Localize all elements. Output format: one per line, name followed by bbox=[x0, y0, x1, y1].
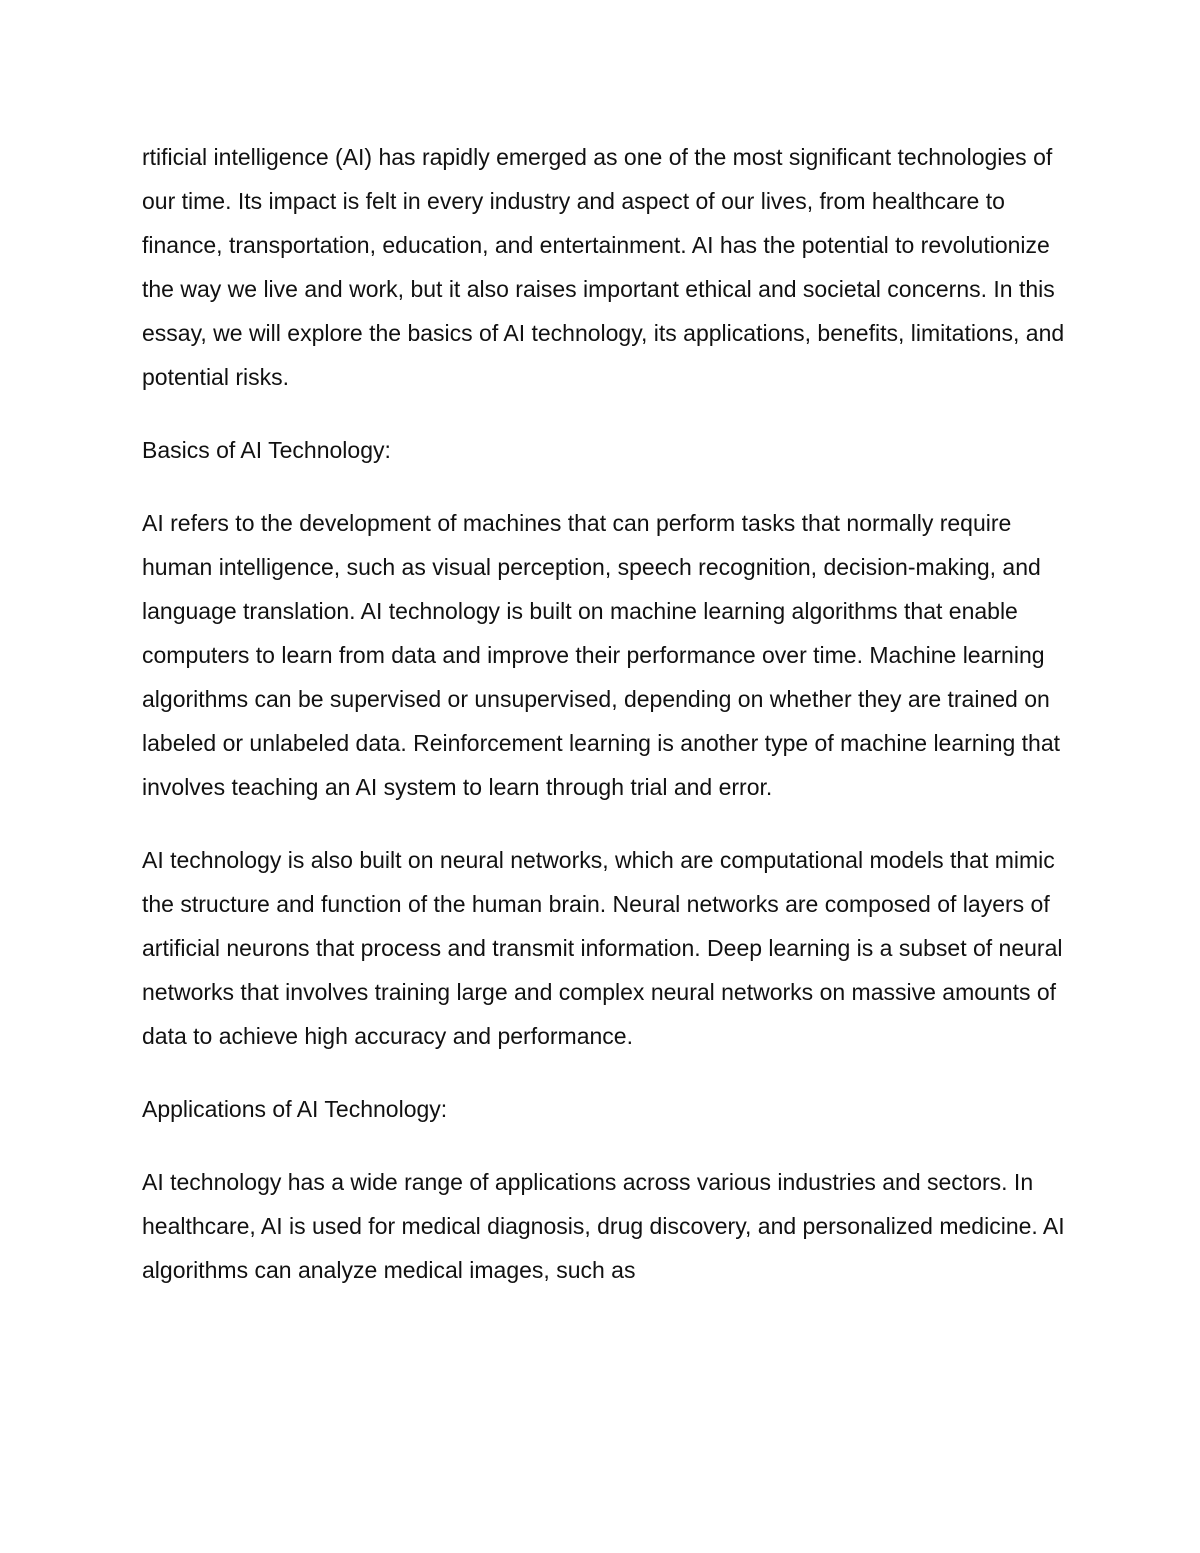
intro-paragraph: rtificial intelligence (AI) has rapidly emerged as one of the most significant technologies of our time. Its impact is felt in every industry and aspect of our lives, from healthcare to finance, transportation, education, and entertainment. AI has the potential to revolutionize the way we live and work, but it also raises important ethical and societal concerns. In this essay, we will explore the basics of AI technology, its applications, benefits, limitations, and potential risks. bbox=[142, 144, 1065, 390]
applications-paragraph: AI technology has a wide range of applications across various industries and sectors. In healthcare, AI is used for medical diagnosis, drug discovery, and personalized medicine. AI algorithms can analyze medical images, such as bbox=[142, 1169, 1065, 1283]
section-heading-applications: Applications of AI Technology: bbox=[142, 1096, 448, 1122]
basics-paragraph: AI refers to the development of machines that can perform tasks that normally require human intelligence, such as visual perception, speech recognition, decision-making, and language translation. AI technology is built on machine learning algorithms that enable computers to learn from data and improve their performance over time. Machine learning algorithms can be supervised or unsupervised, depending on whether they are trained on labeled or unlabeled data. Reinforcement learning is another type of machine learning that involves teaching an AI system to learn through trial and error. bbox=[142, 510, 1061, 800]
neural-networks-paragraph: AI technology is also built on neural networks, which are computational models that mimic the structure and function of the human brain. Neural networks are composed of layers of artificial neurons that process and transmit information. Deep learning is a subset of neural networks that involves training large and complex neural networks on massive amounts of data to achieve high accuracy and performance. bbox=[142, 847, 1063, 1049]
section-heading-basics: Basics of AI Technology: bbox=[142, 437, 391, 463]
document-body bbox=[142, 135, 1072, 1321]
